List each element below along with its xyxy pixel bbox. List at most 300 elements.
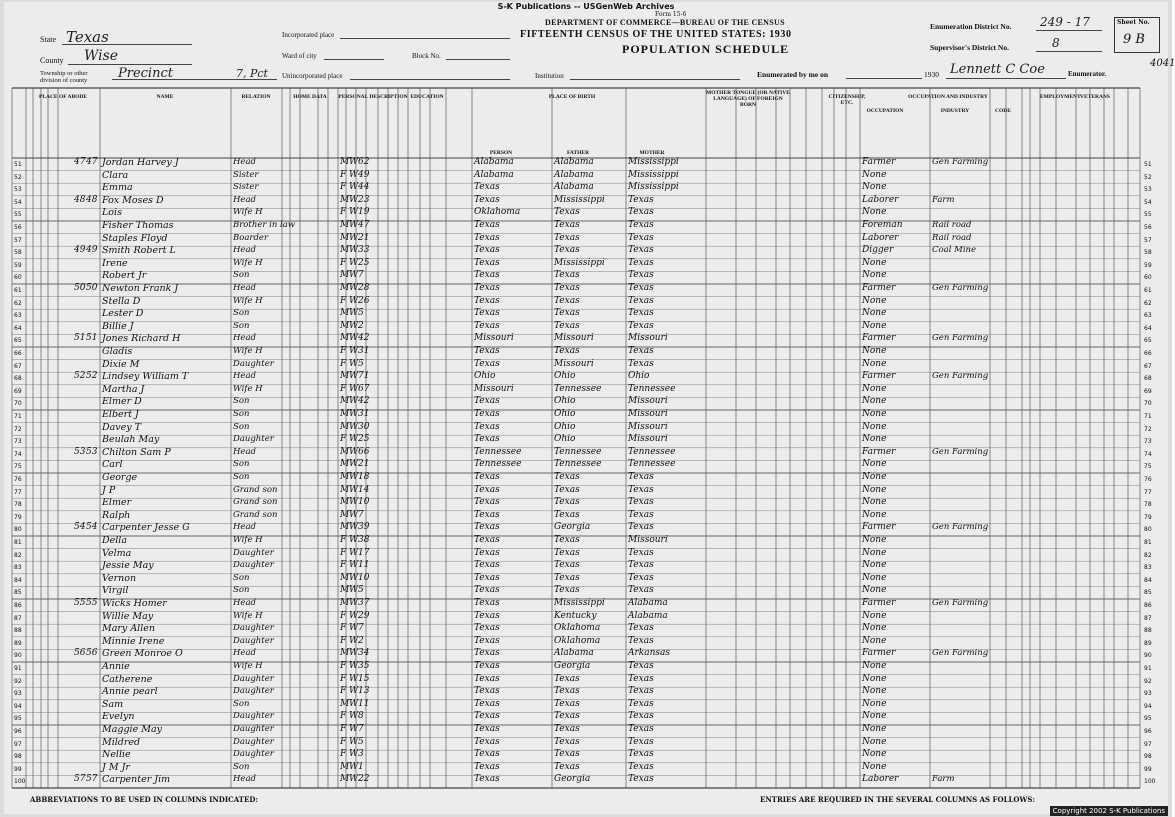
sex: F: [340, 711, 347, 722]
sex: F: [340, 169, 347, 180]
relation: Daughter: [233, 623, 274, 634]
row-number-right: 93: [1144, 690, 1152, 698]
birthplace-person: Oklahoma: [474, 207, 521, 218]
family-number: 57: [86, 774, 98, 785]
row-number-right: 61: [1144, 287, 1152, 294]
occupation: None: [862, 257, 887, 268]
sex: M: [340, 232, 350, 243]
birthplace-mother: Texas: [628, 572, 654, 583]
race: W: [349, 635, 359, 646]
subheader-industry: INDUSTRY: [940, 108, 970, 114]
occupation: None: [862, 736, 887, 747]
birthplace-person: Texas: [474, 396, 500, 407]
race: W: [349, 610, 359, 621]
relation: Son: [233, 472, 250, 482]
dwelling-number: 48: [74, 194, 86, 205]
age: 35: [358, 661, 370, 671]
birthplace-father: Texas: [554, 673, 580, 684]
occupation: None: [862, 295, 887, 306]
age: 31: [358, 346, 370, 356]
sex: F: [340, 257, 347, 268]
birthplace-mother: Texas: [628, 585, 654, 596]
birthplace-person: Texas: [474, 509, 500, 520]
person-name: Jones Richard H: [102, 333, 181, 345]
race: W: [349, 522, 359, 533]
occupation: None: [862, 686, 887, 697]
birthplace-mother: Texas: [628, 774, 654, 785]
race: W: [349, 421, 359, 432]
birthplace-father: Texas: [554, 585, 580, 596]
relation: Son: [233, 270, 250, 281]
row-number: 84: [14, 576, 22, 584]
race: W: [349, 598, 359, 608]
race: W: [349, 648, 359, 659]
sex: F: [340, 207, 347, 218]
birthplace-father: Missouri: [554, 358, 594, 369]
row-number: 52: [14, 173, 22, 181]
birthplace-person: Missouri: [474, 333, 514, 344]
family-number: 51: [86, 333, 98, 344]
person-name: Carl: [102, 459, 123, 471]
row-number: 78: [14, 501, 22, 509]
birthplace-person: Texas: [474, 535, 500, 545]
birthplace-person: Alabama: [474, 169, 514, 180]
birthplace-father: Alabama: [554, 169, 594, 180]
age: 17: [358, 547, 370, 558]
relation: Wife H: [233, 346, 263, 356]
birthplace-person: Texas: [474, 736, 500, 747]
family-number: 55: [86, 598, 98, 608]
person-name: Ralph: [102, 509, 131, 521]
birthplace-father: Texas: [554, 207, 580, 218]
age: 15: [358, 673, 370, 684]
age: 5: [358, 358, 364, 369]
birthplace-mother: Texas: [628, 560, 654, 571]
birthplace-mother: Texas: [628, 320, 654, 331]
race: W: [349, 724, 359, 734]
age: 42: [358, 333, 370, 344]
birthplace-mother: Texas: [628, 673, 654, 684]
header-citizenship: CITIZENSHIP, ETC.: [828, 94, 866, 106]
dwelling-number: 49: [74, 245, 86, 256]
township-value: Precinct: [118, 66, 173, 81]
row-number-right: 62: [1144, 299, 1152, 307]
subheader-code: CODE: [995, 108, 1011, 114]
sex: M: [340, 371, 350, 382]
race: W: [349, 572, 359, 583]
county-value: Wise: [84, 48, 119, 64]
occupation: None: [862, 409, 887, 419]
occupation: None: [862, 635, 887, 646]
birthplace-person: Texas: [474, 774, 500, 785]
birthplace-father: Texas: [554, 560, 580, 571]
sex: F: [340, 560, 347, 571]
race: W: [349, 623, 359, 634]
person-name: Staples Floyd: [102, 232, 168, 244]
row-number: 99: [14, 765, 22, 773]
row-number: 86: [14, 602, 22, 609]
relation: Son: [233, 761, 250, 772]
sex: M: [340, 194, 350, 205]
department-heading: DEPARTMENT OF COMMERCE—BUREAU OF THE CENSUS: [545, 18, 785, 27]
person-name: Virgil: [102, 585, 129, 597]
row-number-right: 72: [1144, 425, 1152, 433]
row-number: 80: [14, 526, 22, 534]
birthplace-mother: Texas: [628, 749, 654, 760]
occupation: None: [862, 396, 887, 407]
relation: Head: [233, 194, 256, 205]
relation: Head: [233, 446, 256, 457]
incorporated-label: Incorporated place: [282, 31, 335, 39]
row-number-right: 69: [1144, 387, 1152, 395]
birthplace-mother: Texas: [628, 220, 654, 230]
birthplace-mother: Texas: [628, 547, 654, 558]
birthplace-mother: Texas: [628, 698, 654, 709]
row-number-right: 83: [1144, 564, 1152, 572]
entries-note: ENTRIES ARE REQUIRED IN THE SEVERAL COLUMNS AS FOLLOWS:: [760, 795, 1036, 804]
row-number-right: 92: [1144, 677, 1152, 685]
row-number-right: 98: [1144, 753, 1152, 761]
birthplace-mother: Texas: [628, 736, 654, 747]
row-number: 96: [14, 728, 22, 735]
relation: Son: [233, 308, 250, 319]
relation: Wife H: [233, 257, 263, 268]
sex: M: [340, 598, 350, 608]
row-number: 90: [14, 652, 22, 660]
relation: Head: [233, 283, 256, 293]
row-number-right: 74: [1144, 450, 1152, 458]
occupation: Laborer: [862, 194, 899, 205]
industry: Gen Farming: [932, 648, 989, 659]
person-name: Annie: [102, 661, 130, 672]
person-name: Dixie M: [102, 358, 140, 370]
age: 25: [358, 257, 370, 268]
row-number: 88: [14, 627, 22, 635]
birthplace-father: Texas: [554, 497, 580, 508]
relation: Daughter: [233, 635, 274, 646]
person-name: Maggie May: [102, 724, 162, 735]
birthplace-father: Georgia: [554, 661, 591, 671]
race: W: [349, 257, 359, 268]
industry: Gen Farming: [932, 522, 989, 533]
occupation: None: [862, 761, 887, 772]
row-number: 53: [14, 186, 22, 194]
occupation: None: [862, 497, 887, 508]
row-number-right: 95: [1144, 715, 1152, 723]
birthplace-person: Texas: [474, 749, 500, 760]
occupation: None: [862, 610, 887, 621]
relation: Grand son: [233, 497, 278, 508]
birthplace-father: Texas: [554, 547, 580, 558]
row-number-right: 79: [1144, 513, 1152, 521]
race: W: [349, 371, 359, 382]
relation: Head: [233, 245, 256, 256]
relation: Head: [233, 333, 256, 344]
relation: Wife H: [233, 295, 263, 306]
family-number: 56: [86, 648, 98, 659]
race: W: [349, 774, 359, 785]
birthplace-father: Ohio: [554, 371, 576, 382]
birthplace-father: Texas: [554, 308, 580, 319]
occupation: Farmer: [862, 371, 896, 382]
relation: Daughter: [233, 736, 274, 747]
birthplace-mother: Texas: [628, 497, 654, 508]
occupation: None: [862, 459, 887, 470]
birthplace-father: Mississippi: [554, 194, 605, 205]
row-number: 70: [14, 400, 22, 408]
birthplace-person: Texas: [474, 346, 500, 356]
age: 11: [358, 560, 370, 571]
sex: M: [340, 245, 350, 256]
person-name: Smith Robert L: [102, 245, 176, 257]
row-number: 64: [14, 324, 22, 332]
row-number: 69: [14, 387, 22, 395]
form-number: Form 15-6: [655, 11, 687, 18]
sex: M: [340, 698, 350, 709]
birthplace-father: Georgia: [554, 522, 591, 533]
birthplace-person: Texas: [474, 522, 500, 533]
birthplace-person: Texas: [474, 484, 500, 495]
relation: Daughter: [233, 711, 274, 722]
row-number: 87: [14, 614, 22, 622]
birthplace-father: Alabama: [554, 157, 594, 167]
race: W: [349, 346, 359, 356]
occupation: Laborer: [862, 774, 899, 785]
person-name: Nellie: [102, 749, 131, 761]
age: 7: [358, 270, 364, 281]
row-number-right: 86: [1144, 602, 1152, 609]
person-name: Minnie Irene: [102, 635, 165, 647]
industry: Gen Farming: [932, 333, 989, 344]
state-label: State: [40, 35, 56, 44]
institution-label: Institution: [535, 72, 564, 80]
birthplace-person: Texas: [474, 761, 500, 772]
row-number-right: 85: [1144, 589, 1152, 597]
race: W: [349, 547, 359, 558]
person-name: Fisher Thomas: [102, 220, 174, 231]
birthplace-father: Alabama: [554, 182, 594, 193]
subheader-occupation: OCCUPATION: [866, 108, 904, 114]
row-number-right: 71: [1144, 413, 1152, 420]
row-number-right: 78: [1144, 501, 1152, 509]
occupation: Farmer: [862, 446, 896, 457]
block-label: Block No.: [412, 52, 441, 60]
row-number-right: 96: [1144, 728, 1152, 735]
row-number-right: 67: [1144, 362, 1152, 370]
person-name: Martha J: [102, 383, 145, 395]
age: 7: [358, 623, 364, 634]
relation: Brother in law: [233, 220, 296, 230]
ward-label: Ward of city: [282, 52, 317, 60]
birthplace-person: Texas: [474, 497, 500, 508]
occupation: None: [862, 509, 887, 520]
birthplace-person: Texas: [474, 711, 500, 722]
person-name: Sam: [102, 698, 124, 710]
relation: Daughter: [233, 724, 274, 734]
family-number: 50: [86, 283, 98, 293]
birthplace-mother: Missouri: [628, 421, 668, 432]
birthplace-mother: Texas: [628, 623, 654, 634]
relation: Wife H: [233, 383, 263, 394]
relation: Son: [233, 572, 250, 583]
age: 25: [358, 434, 370, 445]
race: W: [349, 270, 359, 281]
birthplace-mother: Texas: [628, 635, 654, 646]
relation: Boarder: [233, 232, 269, 243]
relation: Daughter: [233, 560, 274, 571]
birthplace-mother: Texas: [628, 358, 654, 369]
header-relation: RELATION: [241, 94, 271, 100]
dwelling-number: 56: [74, 648, 86, 659]
row-number-right: 55: [1144, 211, 1152, 219]
birthplace-person: Texas: [474, 194, 500, 205]
person-name: Della: [102, 535, 127, 546]
person-name: Davey T: [102, 421, 141, 433]
occupation: None: [862, 472, 887, 482]
sex: F: [340, 358, 347, 369]
unincorporated-label: Unincorporated place: [282, 72, 343, 80]
row-number: 51: [14, 161, 22, 168]
birthplace-father: Texas: [554, 761, 580, 772]
row-number-right: 100: [1144, 778, 1156, 786]
race: W: [349, 761, 359, 772]
industry: Gen Farming: [932, 283, 989, 293]
age: 7: [358, 724, 364, 734]
row-number: 75: [14, 463, 22, 471]
age: 2: [358, 635, 364, 646]
row-number-right: 73: [1144, 438, 1152, 446]
header-occupation-industry: OCCUPATION AND INDUSTRY: [908, 94, 988, 100]
birthplace-father: Texas: [554, 698, 580, 709]
birthplace-person: Texas: [474, 560, 500, 571]
sex: F: [340, 535, 347, 545]
enumeration-district-value: 249 - 17: [1040, 15, 1090, 29]
dwelling-number: 57: [74, 774, 86, 785]
age: 71: [358, 371, 370, 382]
row-number: 59: [14, 261, 22, 269]
birthplace-mother: Tennessee: [628, 383, 676, 394]
birthplace-person: Texas: [474, 257, 500, 268]
family-number: 49: [86, 245, 98, 256]
row-number: 54: [14, 198, 22, 206]
relation: Son: [233, 409, 250, 419]
schedule-title: POPULATION SCHEDULE: [622, 42, 790, 56]
age: 47: [358, 220, 370, 230]
sex: M: [340, 522, 350, 533]
row-number-right: 63: [1144, 312, 1152, 320]
relation: Grand son: [233, 484, 278, 495]
row-number-right: 54: [1144, 198, 1152, 206]
age: 2: [358, 320, 364, 331]
age: 33: [358, 245, 370, 256]
row-number-right: 84: [1144, 576, 1152, 584]
industry: Gen Farming: [932, 371, 989, 382]
row-number-right: 81: [1144, 539, 1152, 546]
sex: M: [340, 585, 350, 596]
dwelling-number: 55: [74, 598, 86, 608]
row-number-right: 99: [1144, 765, 1152, 773]
occupation: None: [862, 182, 887, 193]
age: 14: [358, 484, 370, 495]
birthplace-mother: Missouri: [628, 409, 668, 419]
birthplace-mother: Missouri: [628, 333, 668, 344]
relation: Wife H: [233, 207, 263, 218]
occupation: None: [862, 320, 887, 331]
row-number: 76: [14, 476, 22, 483]
row-number-right: 77: [1144, 488, 1152, 496]
sex: M: [340, 270, 350, 281]
row-number: 92: [14, 677, 22, 685]
race: W: [349, 333, 359, 344]
industry: Coal Mine: [932, 245, 977, 256]
sex: M: [340, 509, 350, 520]
industry: Farm: [932, 774, 955, 785]
sex: M: [340, 446, 350, 457]
row-number: 55: [14, 211, 22, 219]
row-number-right: 65: [1144, 337, 1152, 345]
relation: Son: [233, 459, 250, 470]
dwelling-number: 47: [74, 157, 86, 167]
row-number-right: 57: [1144, 236, 1152, 244]
age: 66: [358, 446, 370, 457]
age: 38: [358, 535, 370, 545]
birthplace-person: Texas: [474, 472, 500, 482]
person-name: Carpenter Jim: [102, 774, 171, 786]
birthplace-mother: Texas: [628, 308, 654, 319]
birthplace-father: Texas: [554, 472, 580, 482]
relation: Head: [233, 157, 256, 167]
row-number: 95: [14, 715, 22, 723]
occupation: None: [862, 270, 887, 281]
birthplace-person: Texas: [474, 245, 500, 256]
birthplace-person: Texas: [474, 270, 500, 281]
header-veterans: VETERANS: [1080, 94, 1110, 100]
relation: Son: [233, 585, 250, 596]
birthplace-father: Texas: [554, 711, 580, 722]
birthplace-father: Texas: [554, 686, 580, 697]
sex: M: [340, 333, 350, 344]
birthplace-person: Texas: [474, 635, 500, 646]
person-name: Robert Jr: [102, 270, 147, 282]
person-name: Fox Moses D: [102, 194, 164, 206]
occupation: None: [862, 673, 887, 684]
sex: M: [340, 472, 350, 482]
occupation: None: [862, 207, 887, 218]
birthplace-mother: Missouri: [628, 434, 668, 445]
birthplace-person: Texas: [474, 320, 500, 331]
birthplace-father: Texas: [554, 484, 580, 495]
birthplace-person: Texas: [474, 673, 500, 684]
sex: F: [340, 686, 347, 697]
race: W: [349, 711, 359, 722]
race: W: [349, 661, 359, 671]
enumerator-label: Enumerator.: [1068, 70, 1107, 78]
birthplace-mother: Texas: [628, 522, 654, 533]
birthplace-father: Texas: [554, 320, 580, 331]
row-number: 91: [14, 665, 22, 672]
person-name: Jordan Harvey J: [102, 157, 179, 168]
sex: F: [340, 547, 347, 558]
person-name: Newton Frank J: [102, 283, 179, 294]
birthplace-person: Texas: [474, 295, 500, 306]
header-personal-description: PERSONAL DESCRIPTION: [338, 94, 408, 100]
race: W: [349, 434, 359, 445]
birthplace-father: Oklahoma: [554, 623, 601, 634]
row-number: 100: [14, 778, 26, 786]
industry: Gen Farming: [932, 157, 989, 167]
birthplace-father: Missouri: [554, 333, 594, 344]
race: W: [349, 749, 359, 760]
